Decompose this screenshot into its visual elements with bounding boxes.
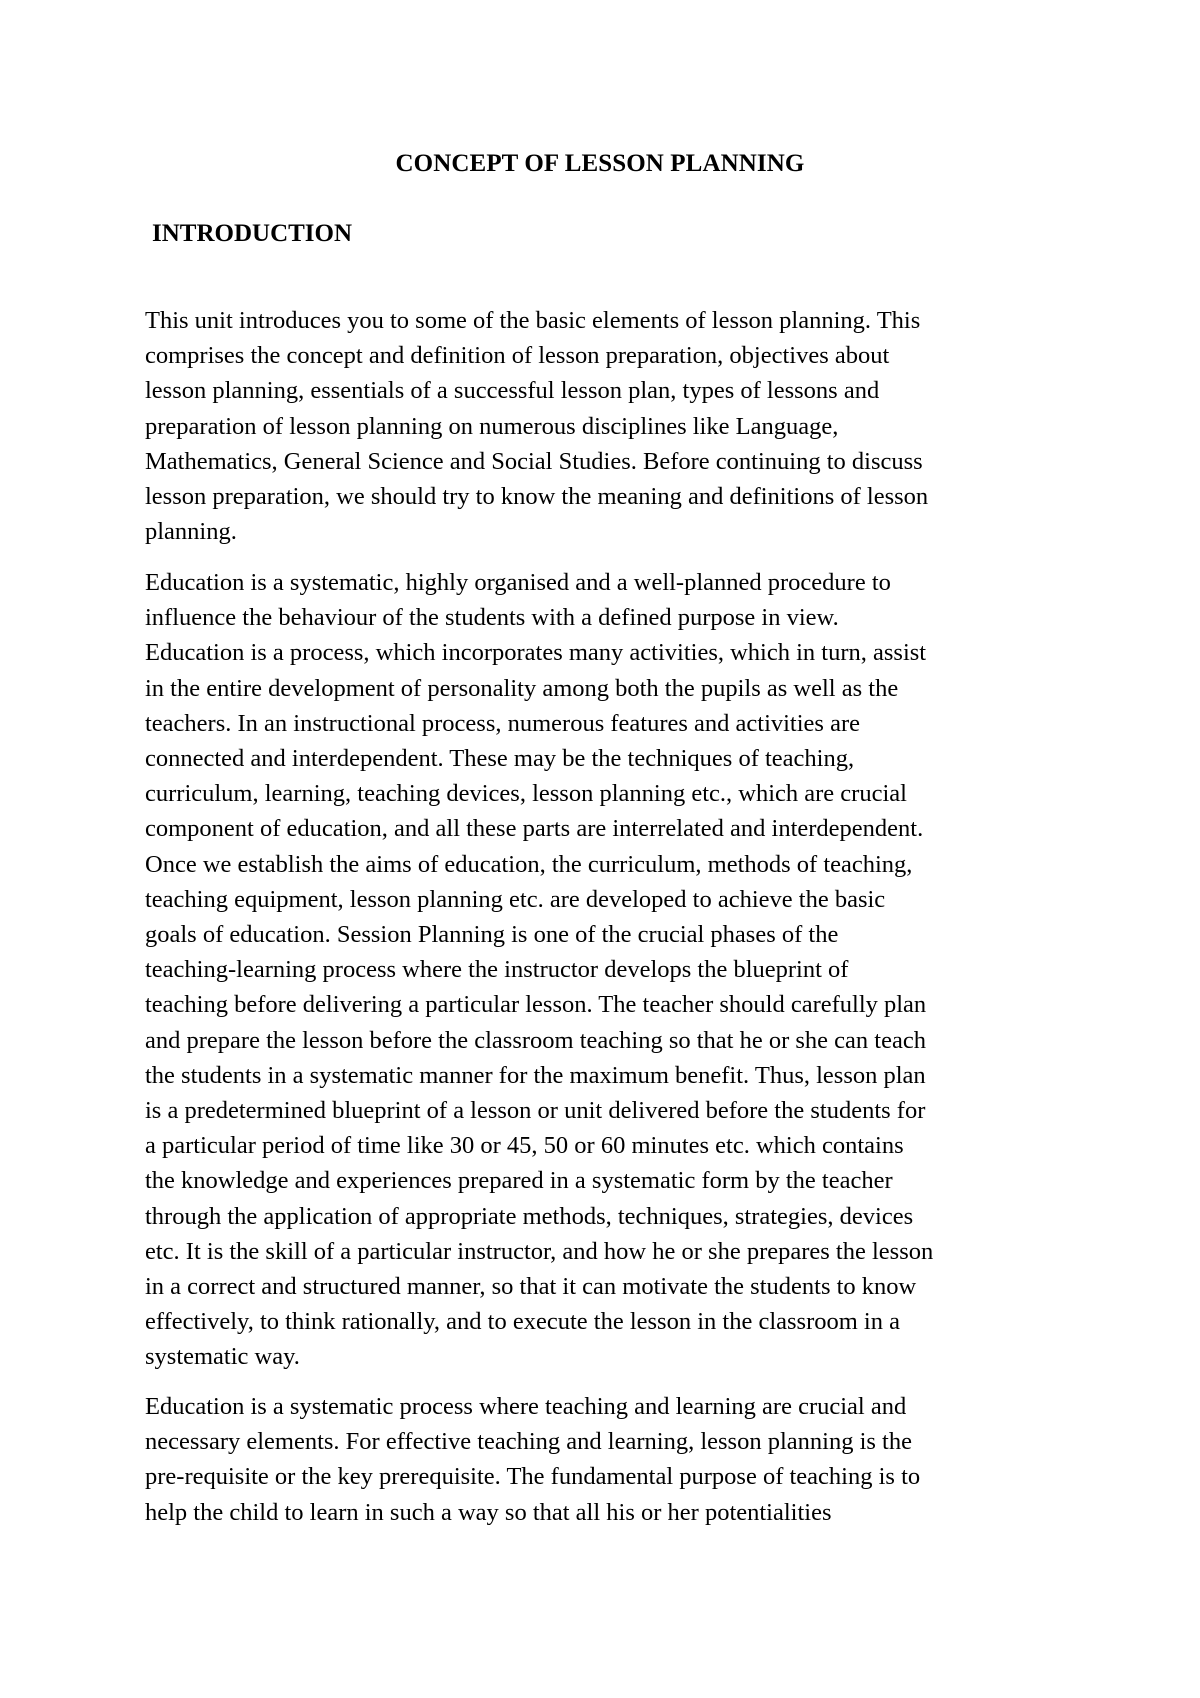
paragraph-line: the students in a systematic manner for the maximum benefit. Thus, lesson plan (145, 1061, 926, 1089)
paragraph-line: Education is a process, which incorporates many activities, which in turn, assist (145, 639, 927, 667)
paragraph-line: etc. It is the skill of a particular instructor, and how he or she prepares the lesson (145, 1237, 934, 1265)
paragraph-line: planning. (145, 518, 237, 546)
paragraph-line: help the child to learn in such a way so that all his or her potentialities (145, 1498, 832, 1526)
paragraph-line: and prepare the lesson before the classroom teaching so that he or she can teach (145, 1026, 926, 1054)
section-heading: INTRODUCTION (152, 220, 353, 247)
paragraph-line: teaching-learning process where the instructor develops the blueprint of (145, 956, 849, 984)
paragraph-line: lesson planning, essentials of a successful lesson plan, types of lessons and (145, 377, 880, 405)
paragraph (145, 565, 1075, 1375)
paragraph-line: goals of education. Session Planning is one of the crucial phases of the (145, 921, 839, 949)
paragraph-line: Education is a systematic, highly organised and a well-planned procedure to (145, 569, 891, 596)
paragraph-line: in a correct and structured manner, so that it can motivate the students to know (145, 1273, 917, 1301)
paragraph-line: lesson preparation, we should try to know the meaning and definitions of lesson (145, 483, 929, 511)
paragraph-line: component of education, and all these parts are interrelated and interdependent. (145, 815, 924, 843)
paragraph-line: connected and interdependent. These may be the techniques of teaching, (145, 745, 855, 773)
paragraph-line: preparation of lesson planning on numerous disciplines like Language, (145, 412, 839, 440)
paragraph-line: the knowledge and experiences prepared in a systematic form by the teacher (145, 1167, 893, 1195)
paragraph-line: teaching before delivering a particular lesson. The teacher should carefully plan (145, 991, 927, 1019)
paragraph (145, 1389, 1075, 1530)
paragraph-line: This unit introduces you to some of the basic elements of lesson planning. This (145, 307, 921, 334)
paragraph-line: a particular period of time like 30 or 45, 50 or 60 minutes etc. which contains (145, 1132, 904, 1160)
paragraph-line: Mathematics, General Science and Social Studies. Before continuing to discuss (145, 447, 923, 475)
paragraph-line: necessary elements. For effective teaching and learning, lesson planning is the (145, 1428, 912, 1456)
paragraph-line: through the application of appropriate methods, techniques, strategies, devices (145, 1202, 914, 1230)
paragraph-line: Education is a systematic process where teaching and learning are crucial and (145, 1393, 907, 1420)
document-title: CONCEPT OF LESSON PLANNING (395, 150, 805, 177)
paragraph (145, 303, 1075, 549)
paragraph-line: Once we establish the aims of education, the curriculum, methods of teaching, (145, 850, 913, 878)
paragraph-line: teachers. In an instructional process, numerous features and activities are (145, 709, 860, 737)
paragraph-line: effectively, to think rationally, and to execute the lesson in the classroom in a (145, 1308, 900, 1336)
paragraph-line: systematic way. (145, 1343, 300, 1371)
paragraph-line: teaching equipment, lesson planning etc. are developed to achieve the basic (145, 885, 886, 913)
paragraph-line: is a predetermined blueprint of a lesson or unit delivered before the students for (145, 1097, 926, 1125)
paragraph-line: comprises the concept and definition of lesson preparation, objectives about (145, 342, 890, 370)
paragraph-line: influence the behaviour of the students with a defined purpose in view. (145, 604, 839, 632)
paragraph-line: curriculum, learning, teaching devices, lesson planning etc., which are crucial (145, 780, 907, 808)
paragraph-line: pre-requisite or the key prerequisite. The fundamental purpose of teaching is to (145, 1463, 921, 1491)
paragraph-line: in the entire development of personality among both the pupils as well as the (145, 674, 899, 702)
